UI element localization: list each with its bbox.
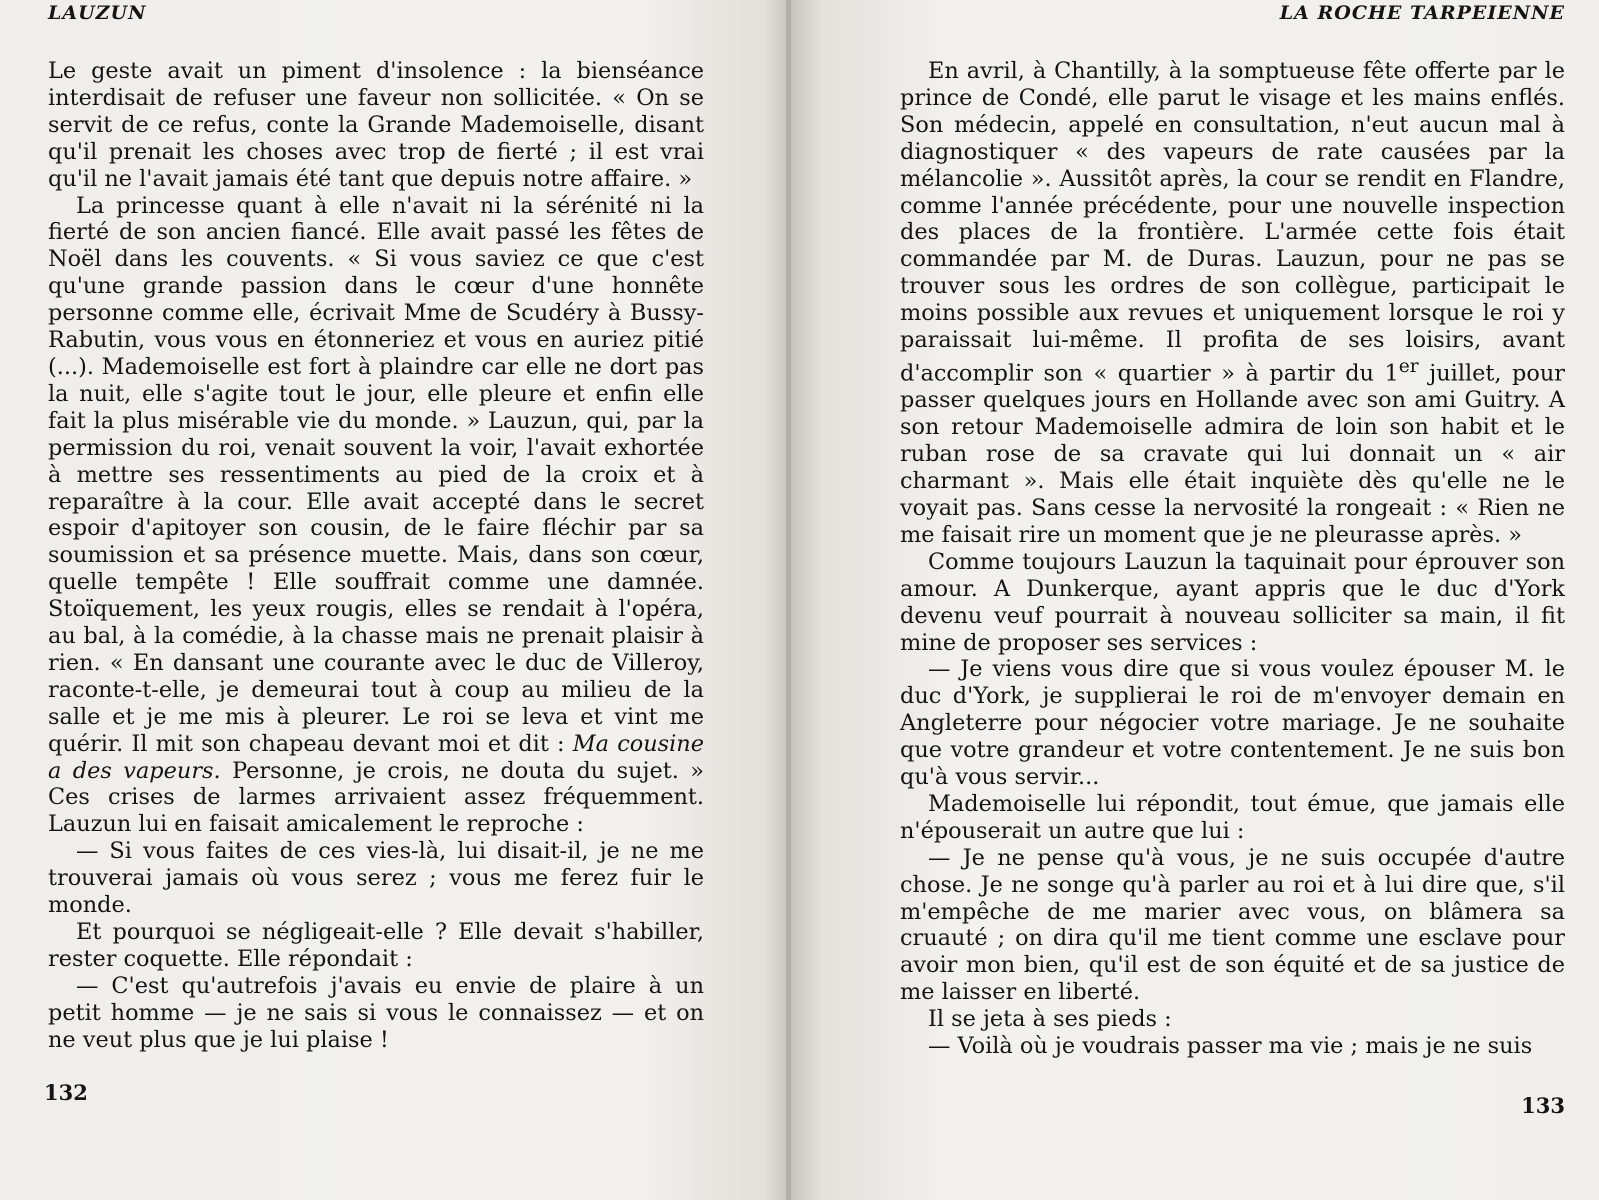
paragraph: Le geste avait un piment d'insolence : la bienséance interdisait de refuser une faveur non sollicitée. « On se servit de ce refus, conte la Grande Mademoiselle, disant qu'il prenait les choses avec trop de fierté ; il est vrai qu'il ne l'avait jamais été tant que depuis notre affaire. »: [48, 58, 704, 192]
paragraph: Il se jeta à ses pieds :: [928, 1006, 1172, 1033]
paragraph: — Voilà où je voudrais passer ma vie ; mais je ne suis: [928, 1033, 1533, 1060]
italic-quote: Ma cousine a des vapeurs.: [48, 730, 704, 784]
paragraph: — Je viens vous dire que si vous voulez épouser M. le duc d'York, je supplierai le roi de m'envoyer demain en Angleterre pour négocier votre mariage. Je ne souhaite que votre grandeur et votre contentement. Je ne suis bon qu'à vous servir...: [900, 656, 1565, 791]
page-number: 132: [44, 1080, 88, 1105]
paragraph: La princesse quant à elle n'avait ni la sérénité ni la fierté de son ancien fiancé. Elle avait passé les fêtes de Noël dans les couvents. « Si vous saviez ce que c'est qu'une grande passion dans le cœur d'une honnête personne comme elle, écrivait Mme de Scudéry à Bussy-Rabutin, vous vous en étonneriez et vous en auriez pitié (...). Mademoiselle est fort à plaindre car elle ne dort pas la nuit, elle s'agite tout le jour, elle pleure et enfin elle fait la plus misérable vie du monde. » Lauzun, qui, par la permission du roi, venait souvent la voir, l'avait exhortée à mettre ses ressentiments au pied de la croix et à reparaître à la cour. Elle avait accepté dans le secret espoir d'apitoyer son cousin, de le faire fléchir par sa soumission et sa présence muette. Mais, dans son cœur, quelle tempête ! Elle souffrait comme une damnée. Stoïquement, les yeux rougis, elles se rendait à l'opéra, au bal, à la comédie, à la chasse mais ne prenait plaisir à rien. « En dansant une courante avec le duc de Villeroy, raconte-t-elle, je demeurai tout à coup au milieu de la salle et je me mis à pleurer. Le roi se leva et vint me quérir. Il mit son chapeau devant moi et dit : Ma cousine a des vapeurs. Personne, je crois, ne douta du sujet. » Ces crises de larmes arrivaient assez fréquemment. Lauzun lui en faisait amicalement le reproche :: [48, 192, 705, 838]
right-page: [791, 0, 1599, 1200]
page-number: 133: [1521, 1093, 1565, 1118]
page-text: [900, 58, 1565, 1060]
paragraph: — Si vous faites de ces vies-là, lui disait-il, je ne me trouverai jamais où vous serez ; vous me ferez fuir le monde.: [48, 838, 704, 919]
running-head: LAUZUN: [48, 2, 147, 24]
left-page: [0, 0, 788, 1200]
superscript: er: [1398, 355, 1419, 377]
paragraph: Mademoiselle lui répondit, tout émue, que jamais elle n'épouserait un autre que lui :: [900, 790, 1565, 844]
paragraph: Et pourquoi se négligeait-elle ? Elle devait s'habiller, rester coquette. Elle répondait :: [48, 919, 704, 972]
paragraph: — C'est qu'autrefois j'avais eu envie de plaire à un petit homme — je ne sais si vous le connaissez — et on ne veut plus que je lui plaise !: [48, 972, 704, 1053]
paragraph: En avril, à Chantilly, à la somptueuse fête offerte par le prince de Condé, elle parut le visage et les mains enflés. Son médecin, appelé en consultation, n'eut aucun mal à diagnostiquer « des vapeurs de rate causées par la mélancolie ». Aussitôt après, la cour se rendit en Flandre, comme l'année précédente, pour une nouvelle inspection des places de la frontière. L'armée cette fois était commandée par M. de Duras. Lauzun, pour ne pas se trouver sous les ordres de son collègue, participait le moins possible aux revues et uniquement lorsque le roi y paraissait lui-même. Il profita de ses loisirs, avant d'accomplir son « quartier » à partir du 1er juillet, pour passer quelques jours en Hollande avec son ami Guitry. A son retour Mademoiselle admira de loin son habit et le ruban rose de sa cravate qui lui donnait un « air charmant ». Mais elle était inquiète dès qu'elle ne le voyait pas. Sans cesse la nervosité la rongeait : « Rien ne me faisait rire un moment que je ne pleurasse après. »: [900, 58, 1565, 548]
page-text: [48, 58, 704, 1054]
running-head: LA ROCHE TARPEIENNE: [1279, 2, 1565, 24]
paragraph: Comme toujours Lauzun la taquinait pour éprouver son amour. A Dunkerque, ayant appris que le duc d'York devenu veuf pourrait à nouveau solliciter sa main, il fit mine de proposer ses services :: [900, 548, 1565, 656]
paragraph: — Je ne pense qu'à vous, je ne suis occupée d'autre chose. Je ne songe qu'à parler au roi et à lui dire que, s'il m'empêche de me marier avec vous, on blâmera sa cruauté ; on dira qu'il me tient comme une esclave pour avoir mon bien, qu'il est de son équité et de sa justice de me laisser en liberté.: [900, 844, 1565, 1006]
